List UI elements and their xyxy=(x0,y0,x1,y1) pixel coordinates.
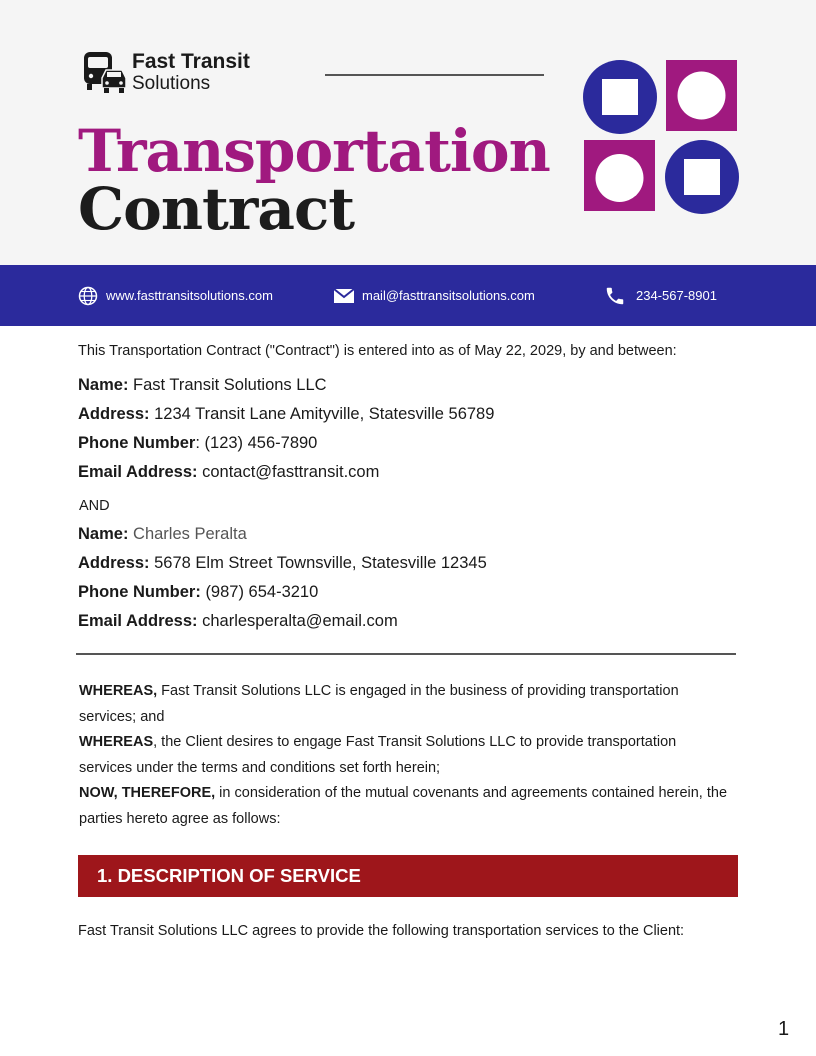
section-divider xyxy=(76,653,736,655)
decorative-shapes xyxy=(582,60,742,214)
party1-phone: Phone Number: (123) 456-7890 xyxy=(78,434,318,452)
party1-address: Address: 1234 Transit Lane Amityville, Statesville 56789 xyxy=(78,405,495,423)
email-link[interactable]: mail@fasttransitsolutions.com xyxy=(362,288,535,303)
page-number: 1 xyxy=(778,1018,790,1040)
party2-address: Address: 5678 Elm Street Townsville, Statesville 12345 xyxy=(78,554,487,572)
deco-circle-inner-1 xyxy=(678,72,726,120)
party2-name: Name: Charles Peralta xyxy=(78,525,247,543)
bus-car-icon xyxy=(82,52,128,94)
party1-name: Name: Fast Transit Solutions LLC xyxy=(78,376,327,394)
contact-bar xyxy=(0,265,816,326)
recitals xyxy=(79,679,729,832)
page-title-line2: Contract xyxy=(78,175,355,243)
deco-square-inner-2 xyxy=(684,159,720,195)
header-divider xyxy=(325,74,544,76)
party2-details xyxy=(78,520,738,636)
party2-email: Email Address: charlesperalta@email.com xyxy=(78,612,398,630)
intro-text: This Transportation Contract ("Contract") is entered into as of May 22, 2029, by and between: xyxy=(78,343,677,359)
deco-square-inner-1 xyxy=(602,79,638,115)
recital-1: WHEREAS, Fast Transit Solutions LLC is engaged in the business of providing transportation services; and xyxy=(79,683,679,725)
website-link[interactable]: www.fasttransitsolutions.com xyxy=(106,288,273,303)
website-contact[interactable] xyxy=(78,265,273,326)
header xyxy=(0,0,816,266)
mail-icon xyxy=(334,288,354,304)
phone-link[interactable]: 234-567-8901 xyxy=(636,288,717,303)
phone-icon xyxy=(604,285,626,307)
logo-name: Fast Transit xyxy=(132,50,250,73)
recital-3: NOW, THEREFORE, in consideration of the mutual covenants and agreements contained herein, the parties hereto agree as follows: xyxy=(79,785,728,827)
logo-subtitle: Solutions xyxy=(132,73,211,94)
section1-heading: 1. DESCRIPTION OF SERVICE xyxy=(78,855,738,897)
party1-email: Email Address: contact@fasttransit.com xyxy=(78,463,380,481)
party1-details xyxy=(78,371,738,487)
page-title-line1: Transportation xyxy=(78,117,550,185)
recital-2: WHEREAS, the Client desires to engage Fast Transit Solutions LLC to provide transportation services under the terms and conditions set forth herein; xyxy=(79,734,677,776)
deco-circle-inner-2 xyxy=(596,154,644,202)
party2-phone: Phone Number: (987) 654-3210 xyxy=(78,583,319,601)
email-contact[interactable] xyxy=(334,265,535,326)
section1-body: Fast Transit Solutions LLC agrees to provide the following transportation services to the Client: xyxy=(78,923,685,939)
globe-icon xyxy=(78,286,98,306)
company-logo xyxy=(82,50,292,98)
and-text: AND xyxy=(79,498,110,514)
phone-contact[interactable] xyxy=(604,265,717,326)
